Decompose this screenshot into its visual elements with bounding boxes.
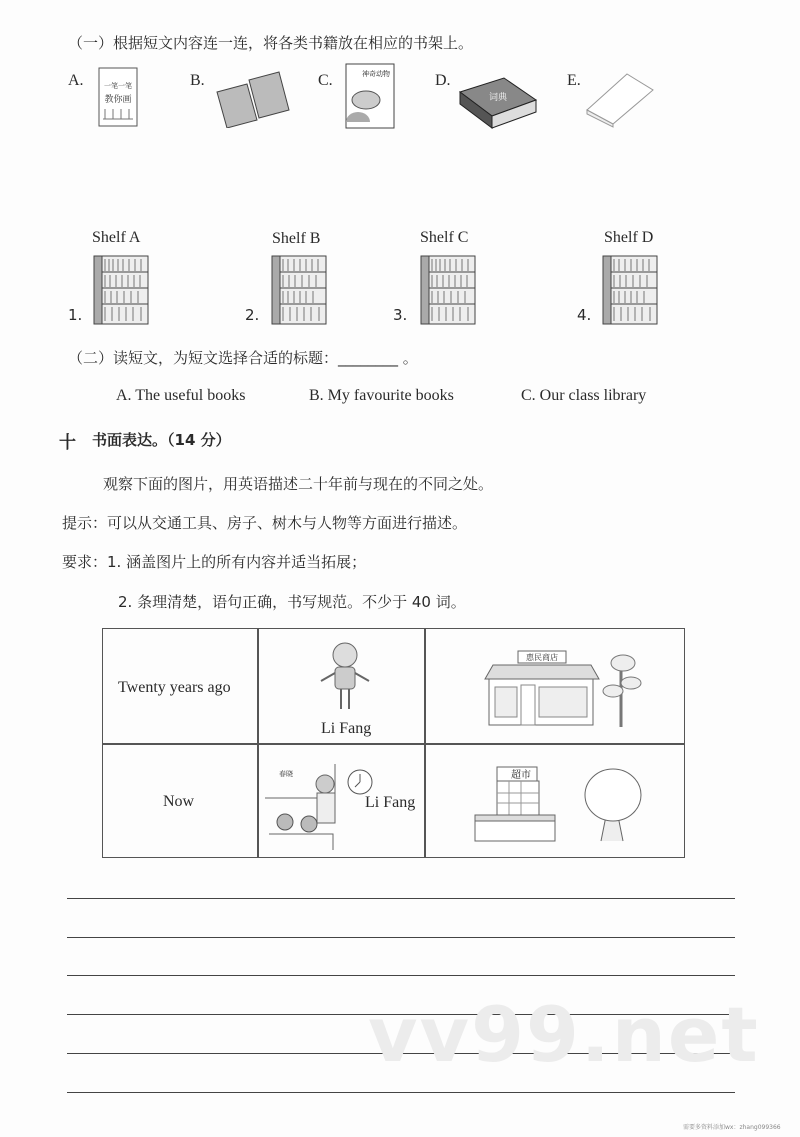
section-title: 书面表达。（14 分） xyxy=(92,431,231,449)
shelf-c-label: Shelf C xyxy=(420,229,469,246)
section-number: 十 xyxy=(59,433,76,453)
blackboard-text: 春晓 xyxy=(279,770,293,778)
shelf-b-label: Shelf B xyxy=(272,230,321,247)
picture-table xyxy=(102,628,685,858)
title-option-c: C. Our class library xyxy=(521,387,647,404)
part2-instruction: （二）读短文，为短文选择合适的标题：________ 。 xyxy=(68,349,418,367)
storybooks-image xyxy=(213,70,293,128)
picture-book-image xyxy=(583,70,657,128)
shelf-number-4: 4. xyxy=(577,306,592,324)
book-c-label: C. xyxy=(318,72,333,89)
footer-contact: 需要多资料添加wx：zhang099366 xyxy=(683,1124,781,1131)
shelf-number-2: 2. xyxy=(245,306,260,324)
bookshelf-icon xyxy=(271,255,327,325)
dictionary-image xyxy=(456,74,540,130)
shelf-a-label: Shelf A xyxy=(92,229,141,246)
requirement-2: 2. 条理清楚，语句正确，书写规范。不少于 40 词。 xyxy=(118,593,466,611)
li-fang-label-now: Li Fang xyxy=(365,794,416,811)
svg-text:一笔一笔: 一笔一笔 xyxy=(104,82,132,90)
animal-book-image xyxy=(344,62,398,130)
supermarket-sign: 超市 xyxy=(511,770,531,781)
watermark: vv99.net xyxy=(368,990,760,1079)
row-label-twenty-years-ago: Twenty years ago xyxy=(118,679,231,696)
bookshelf-icon xyxy=(93,255,149,325)
supermarket-and-tree-illustration xyxy=(473,763,643,843)
part1-instruction: （一）根据短文内容连一连，将各类书籍放在相应的书架上。 xyxy=(68,34,474,52)
book-a-label: A. xyxy=(68,72,84,89)
bookshelf-icon xyxy=(420,255,476,325)
writing-intro: 观察下面的图片，用英语描述二十年前与现在的不同之处。 xyxy=(103,475,494,493)
svg-text:神奇动物: 神奇动物 xyxy=(362,70,390,78)
book-b-label: B. xyxy=(190,72,205,89)
girl-illustration xyxy=(317,637,373,717)
shelf-number-3: 3. xyxy=(393,306,408,324)
bookshelf-icon xyxy=(602,255,658,325)
title-option-a: A. The useful books xyxy=(116,387,246,404)
requirement-1: 要求：1. 涵盖图片上的所有内容并适当拓展； xyxy=(62,553,367,571)
svg-text:教你画: 教你画 xyxy=(104,95,132,105)
drawing-book-image xyxy=(97,64,141,130)
title-option-b: B. My favourite books xyxy=(309,387,454,404)
book-e-label: E. xyxy=(567,72,581,89)
book-d-label: D. xyxy=(435,72,451,89)
row-label-now: Now xyxy=(163,793,195,810)
shelf-d-label: Shelf D xyxy=(604,229,654,246)
shelf-number-1: 1. xyxy=(68,306,83,324)
svg-text:词典: 词典 xyxy=(488,93,508,103)
shop-sign: 惠民商店 xyxy=(526,653,558,662)
li-fang-label-past: Li Fang xyxy=(321,720,372,737)
shop-and-tree-illustration xyxy=(483,649,643,731)
writing-hint: 提示：可以从交通工具、房子、树木与人物等方面进行描述。 xyxy=(62,514,468,532)
